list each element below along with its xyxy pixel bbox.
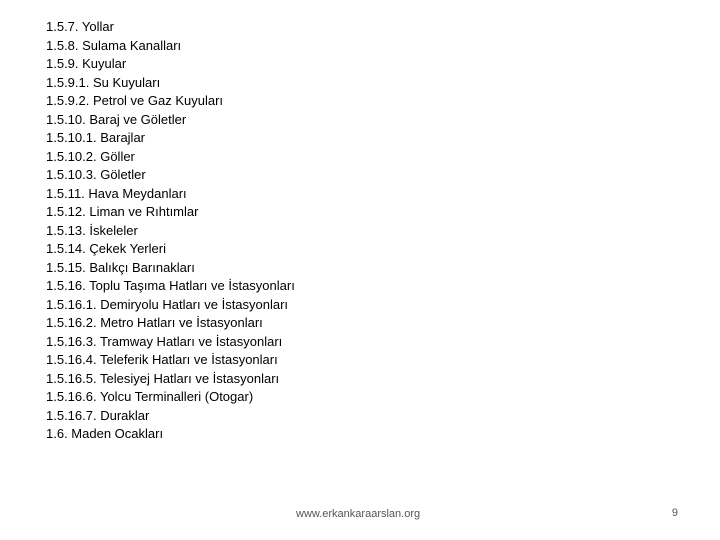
toc-item: 1.5.16.4. Teleferik Hatları ve İstasyonları xyxy=(46,352,278,367)
toc-item: 1.5.16.7. Duraklar xyxy=(46,407,150,423)
toc-item: 1.5.16.3. Tramway Hatları ve İstasyonları xyxy=(46,333,283,349)
toc-item: 1.5.16.5. Telesiyej Hatları ve İstasyonları xyxy=(46,370,280,386)
toc-item: 1.5.9.1. Su Kuyuları xyxy=(46,74,161,90)
toc-item: 1.5.10.1. Barajlar xyxy=(46,130,146,145)
page-number: 9 xyxy=(671,507,678,519)
toc-item: 1.5.10. Baraj ve Göletler xyxy=(46,111,187,127)
toc-item: 1.5.9. Kuyular xyxy=(46,56,127,71)
toc-item: 1.5.16.2. Metro Hatları ve İstasyonları xyxy=(46,315,263,330)
toc-item: 1.5.13. İskeleler xyxy=(46,222,138,238)
toc-item: 1.5.14. Çekek Yerleri xyxy=(46,241,166,256)
toc-item: 1.5.10.3. Göletler xyxy=(46,167,146,182)
toc-list xyxy=(46,18,295,444)
toc-item: 1.6. Maden Ocakları xyxy=(46,426,164,441)
toc-item: 1.5.8. Sulama Kanalları xyxy=(46,37,182,53)
toc-item: 1.5.16.1. Demiryolu Hatları ve İstasyonları xyxy=(46,296,289,312)
toc-item: 1.5.7. Yollar xyxy=(46,19,114,34)
toc-item: 1.5.16. Toplu Taşıma Hatları ve İstasyonları xyxy=(46,278,295,293)
toc-item: 1.5.12. Liman ve Rıhtımlar xyxy=(46,204,199,219)
toc-item: 1.5.15. Balıkçı Barınakları xyxy=(46,259,195,275)
toc-item: 1.5.11. Hava Meydanları xyxy=(46,185,187,201)
toc-item: 1.5.16.6. Yolcu Terminalleri (Otogar) xyxy=(46,389,254,404)
footer-url: www.erkankaraarslan.org xyxy=(296,508,421,520)
toc-item: 1.5.9.2. Petrol ve Gaz Kuyuları xyxy=(46,93,224,108)
toc-item: 1.5.10.2. Göller xyxy=(46,148,135,164)
